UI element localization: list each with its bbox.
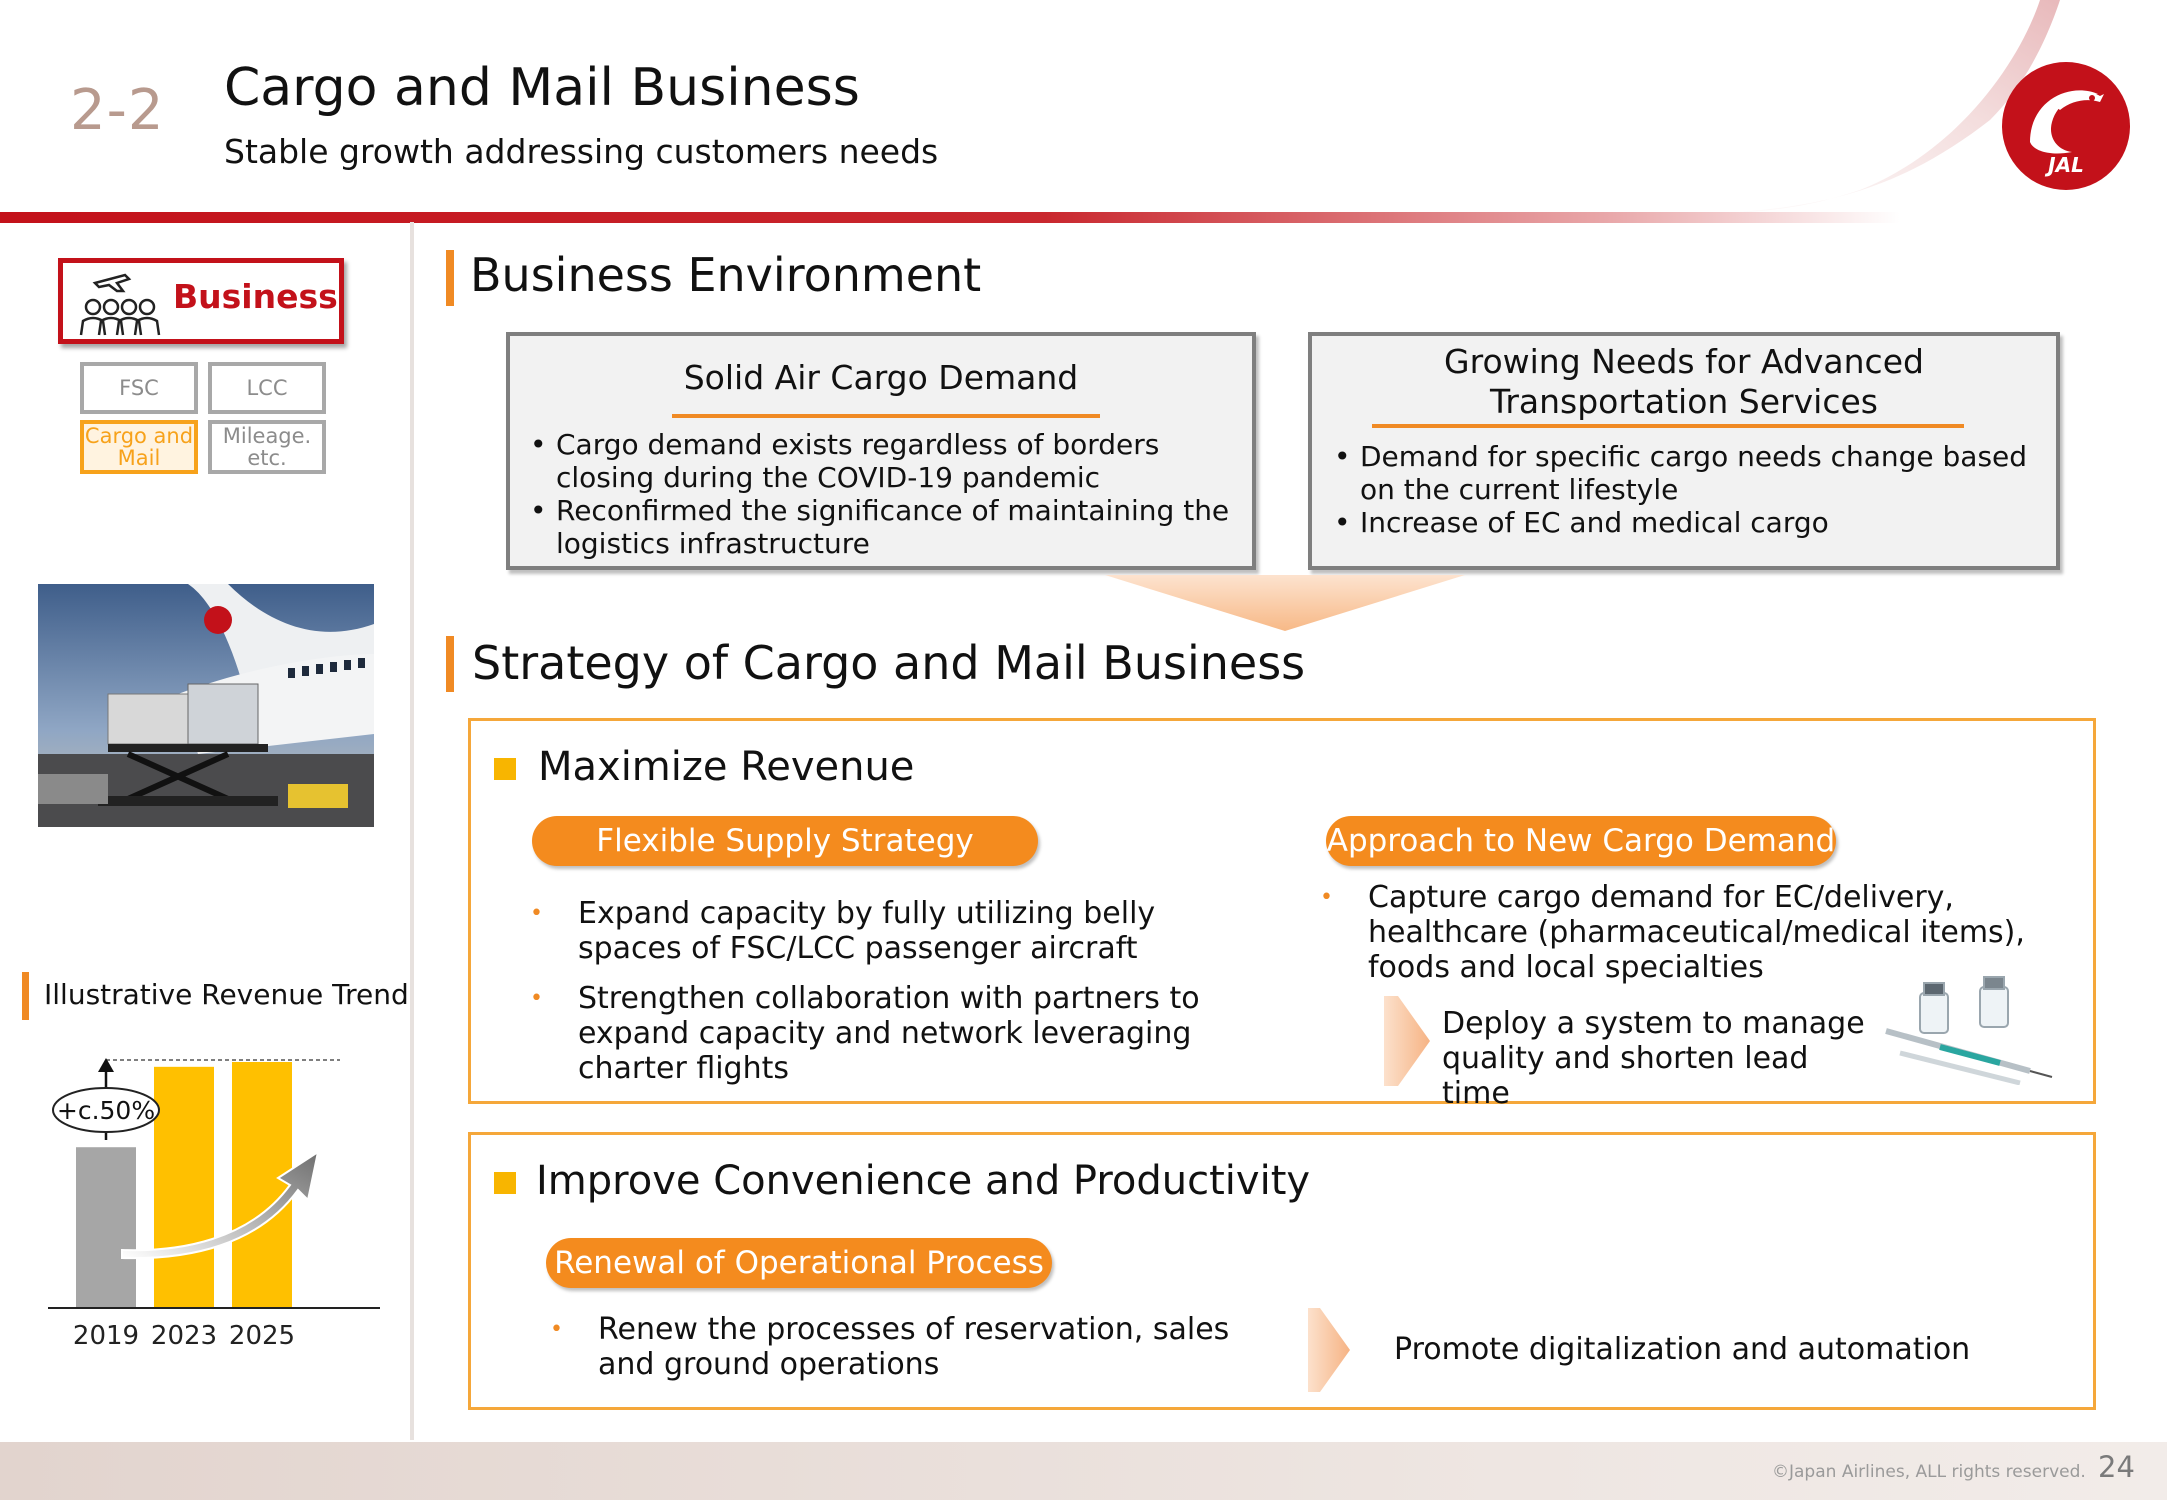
chart-annotation: +c.50% <box>56 1096 156 1125</box>
list-item: • Capture cargo demand for EC/delivery, healthcare (pharmaceutical/medical items), foods and local specialties <box>1320 880 2086 985</box>
new-demand-pill: Approach to New Cargo Demand <box>1326 816 1836 866</box>
jal-logo-text: JAL <box>2048 153 2084 177</box>
copyright: ©Japan Airlines, ALL rights reserved. <box>1772 1462 2086 1482</box>
list-item: • Expand capacity by fully utilizing belly spaces of FSC/LCC passenger aircraft <box>530 896 1250 966</box>
section-number: 2-2 <box>70 78 165 143</box>
people-icon <box>77 271 161 337</box>
chevron-right-icon <box>1308 1308 1350 1392</box>
trend-title: Illustrative Revenue Trend <box>44 978 409 1011</box>
env-card-title: Growing Needs for Advanced Transportation Services <box>1444 342 1924 422</box>
environment-title: Business Environment <box>470 248 982 302</box>
list-item: • Demand for specific cargo needs change based on the current lifestyle <box>1334 440 2044 506</box>
down-arrow-icon <box>1105 575 1465 635</box>
quality-system-result: Deploy a system to manage quality and shorten lead time <box>1442 1006 1865 1111</box>
flexible-supply-bullets <box>530 896 1250 1101</box>
heading-square-icon <box>494 1172 516 1194</box>
chart-up-arrow-head <box>98 1058 114 1072</box>
list-item: • Cargo demand exists regardless of borders closing during the COVID-19 pandemic <box>530 428 1240 494</box>
list-item: • Strengthen collaboration with partners to expand capacity and network leveraging charter flights <box>530 981 1250 1086</box>
segment-cargo-and-mail: Cargo and Mail <box>80 420 198 474</box>
env-card-advanced-needs <box>1308 332 2060 570</box>
page-number: 24 <box>2098 1450 2135 1484</box>
vaccine-vial-icon <box>1880 975 2055 1085</box>
chart-bar-2023 <box>154 1067 214 1308</box>
left-divider <box>410 222 414 1440</box>
renewal-bullets <box>550 1312 1280 1397</box>
env-card-rule <box>1372 424 1964 428</box>
env-card-rule <box>672 414 1100 418</box>
chart-bar-2025 <box>232 1062 292 1308</box>
list-item: • Reconfirmed the significance of maintaining the logistics infrastructure <box>530 494 1240 560</box>
page-subtitle: Stable growth addressing customers needs <box>224 132 939 171</box>
env-card-bullets <box>530 428 1240 560</box>
chart-tick-label: 2025 <box>228 1321 296 1351</box>
trend-accent-bar <box>22 972 29 1020</box>
page-title: Cargo and Mail Business <box>224 58 860 118</box>
jal-logo <box>2000 60 2132 192</box>
cargo-loading-photo <box>38 584 374 827</box>
environment-accent-bar <box>446 250 454 306</box>
chart-tick-label: 2019 <box>72 1321 140 1351</box>
list-item: • Renew the processes of reservation, sales and ground operations <box>550 1312 1280 1382</box>
list-item: • Increase of EC and medical cargo <box>1334 506 2044 539</box>
segment-lcc: LCC <box>208 362 326 414</box>
segment-mileage: Mileage. etc. <box>208 420 326 474</box>
strategy-accent-bar <box>446 636 454 692</box>
env-card-bullets <box>1334 440 2044 539</box>
business-segment-box <box>58 258 344 344</box>
business-label: Business <box>173 277 338 316</box>
chart-bar-2019 <box>76 1147 136 1308</box>
heading-square-icon <box>494 758 516 780</box>
revenue-trend-chart <box>40 1040 390 1360</box>
env-card-title: Solid Air Cargo Demand <box>683 358 1079 397</box>
chevron-right-icon <box>1384 996 1430 1086</box>
digitalization-result: Promote digitalization and automation <box>1394 1332 1971 1367</box>
chart-tick-label: 2023 <box>150 1321 218 1351</box>
segment-fsc: FSC <box>80 362 198 414</box>
env-card-solid-demand <box>506 332 1256 570</box>
renewal-process-pill: Renewal of Operational Process <box>546 1238 1052 1288</box>
maximize-heading: Maximize Revenue <box>538 744 915 790</box>
strategy-title: Strategy of Cargo and Mail Business <box>472 636 1306 690</box>
improve-heading: Improve Convenience and Productivity <box>536 1158 1311 1204</box>
flexible-supply-pill: Flexible Supply Strategy <box>532 816 1038 866</box>
